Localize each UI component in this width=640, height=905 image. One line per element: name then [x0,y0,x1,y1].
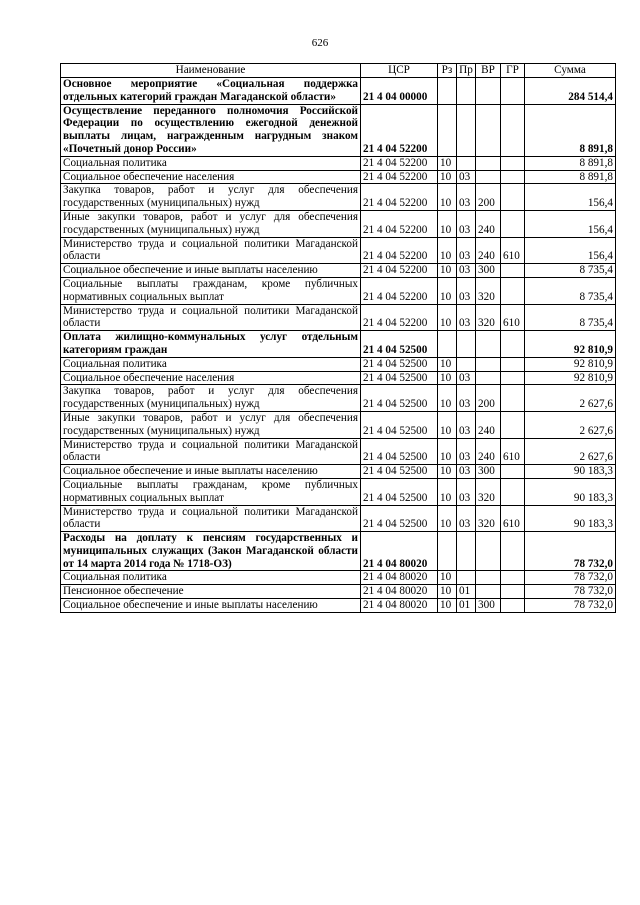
row-name: Министерство труда и социальной политики Магаданской области [61,505,361,532]
row-csr: 21 4 04 52200 [361,237,438,264]
row-csr: 21 4 04 52200 [361,184,438,211]
table-row [61,385,616,412]
row-csr: 21 4 04 52200 [361,210,438,237]
row-gr [501,599,525,613]
table-body [61,78,616,613]
header-row [61,64,616,78]
row-rz: 10 [438,438,457,465]
row-vr: 240 [476,237,501,264]
row-gr [501,170,525,184]
row-sum: 8 735,4 [525,304,616,331]
row-rz [438,331,457,358]
row-gr [501,478,525,505]
row-rz: 10 [438,210,457,237]
row-sum: 156,4 [525,237,616,264]
row-sum: 2 627,6 [525,438,616,465]
row-vr [476,170,501,184]
row-pr [457,532,476,571]
row-rz: 10 [438,571,457,585]
row-sum: 8 891,8 [525,170,616,184]
row-pr: 03 [457,237,476,264]
row-pr: 03 [457,304,476,331]
row-rz: 10 [438,237,457,264]
row-csr: 21 4 04 80020 [361,599,438,613]
row-sum: 92 810,9 [525,357,616,371]
row-rz: 10 [438,478,457,505]
row-sum: 92 810,9 [525,331,616,358]
row-gr [501,184,525,211]
row-pr [457,357,476,371]
row-gr [501,532,525,571]
table-row [61,505,616,532]
row-csr: 21 4 04 52500 [361,438,438,465]
row-rz: 10 [438,184,457,211]
table-row [61,304,616,331]
row-sum: 284 514,4 [525,78,616,105]
row-rz: 10 [438,411,457,438]
row-gr [501,465,525,479]
row-gr: 610 [501,438,525,465]
row-rz: 10 [438,465,457,479]
row-vr [476,357,501,371]
row-csr: 21 4 04 52500 [361,357,438,371]
row-csr: 21 4 04 52500 [361,465,438,479]
row-gr [501,385,525,412]
table-row [61,599,616,613]
row-rz: 10 [438,156,457,170]
row-csr: 21 4 04 52500 [361,505,438,532]
header-vr: ВР [476,64,501,78]
row-vr: 240 [476,411,501,438]
row-vr: 300 [476,264,501,278]
row-rz: 10 [438,170,457,184]
row-rz [438,532,457,571]
row-sum: 92 810,9 [525,371,616,385]
header-csr: ЦСР [361,64,438,78]
row-vr: 240 [476,210,501,237]
row-name: Социальное обеспечение и иные выплаты населению [61,599,361,613]
table-row [61,104,616,156]
row-gr [501,411,525,438]
row-name: Социальная политика [61,357,361,371]
row-sum: 8 891,8 [525,104,616,156]
header-name: Наименование [61,64,361,78]
row-name: Социальная политика [61,571,361,585]
table-row [61,371,616,385]
row-name: Оплата жилищно-коммунальных услуг отдельным категориям граждан [61,331,361,358]
row-name: Основное мероприятие «Социальная поддержка отдельных категорий граждан Магаданской области» [61,78,361,105]
row-rz: 10 [438,277,457,304]
row-rz: 10 [438,385,457,412]
row-pr [457,571,476,585]
row-vr: 200 [476,385,501,412]
row-csr: 21 4 04 52200 [361,104,438,156]
row-pr [457,331,476,358]
row-csr: 21 4 04 52500 [361,411,438,438]
row-csr: 21 4 04 52200 [361,170,438,184]
row-gr [501,156,525,170]
row-pr: 03 [457,505,476,532]
row-pr [457,104,476,156]
row-sum: 78 732,0 [525,599,616,613]
page-number: 626 [311,37,329,49]
row-name: Пенсионное обеспечение [61,585,361,599]
row-csr: 21 4 04 52500 [361,478,438,505]
row-vr [476,331,501,358]
row-vr: 200 [476,184,501,211]
row-vr [476,585,501,599]
table-row [61,264,616,278]
row-name: Социальное обеспечение и иные выплаты населению [61,264,361,278]
row-name: Социальные выплаты гражданам, кроме публичных нормативных социальных выплат [61,277,361,304]
row-name: Закупка товаров, работ и услуг для обеспечения государственных (муниципальных) нужд [61,184,361,211]
row-gr [501,331,525,358]
row-name: Министерство труда и социальной политики Магаданской области [61,237,361,264]
row-sum: 90 183,3 [525,478,616,505]
row-pr: 03 [457,438,476,465]
table-row [61,170,616,184]
table-row [61,478,616,505]
row-vr: 320 [476,478,501,505]
row-vr: 300 [476,599,501,613]
row-name: Иные закупки товаров, работ и услуг для обеспечения государственных (муниципальных) нужд [61,411,361,438]
row-gr: 610 [501,505,525,532]
row-name: Социальное обеспечение и иные выплаты населению [61,465,361,479]
row-csr: 21 4 04 00000 [361,78,438,105]
row-rz: 10 [438,371,457,385]
row-pr: 03 [457,184,476,211]
row-name: Осуществление переданного полномочия Российской Федерации по осуществлению ежегодной денежной выплаты лицам, награжденным нагрудным знаком «Почетный донор России» [61,104,361,156]
row-pr: 03 [457,478,476,505]
row-name: Социальное обеспечение населения [61,170,361,184]
row-name: Министерство труда и социальной политики Магаданской области [61,304,361,331]
row-vr: 300 [476,465,501,479]
row-vr [476,104,501,156]
row-gr: 610 [501,304,525,331]
row-vr [476,532,501,571]
header-pr: Пр [457,64,476,78]
row-vr [476,571,501,585]
row-vr [476,371,501,385]
row-name: Закупка товаров, работ и услуг для обеспечения государственных (муниципальных) нужд [61,385,361,412]
row-pr: 03 [457,465,476,479]
row-sum: 8 891,8 [525,156,616,170]
table-row [61,331,616,358]
table-row [61,357,616,371]
row-vr: 320 [476,304,501,331]
row-gr [501,585,525,599]
row-name: Министерство труда и социальной политики Магаданской области [61,438,361,465]
row-csr: 21 4 04 80020 [361,532,438,571]
row-csr: 21 4 04 52500 [361,385,438,412]
row-pr: 03 [457,277,476,304]
header-rz: Рз [438,64,457,78]
row-pr: 03 [457,371,476,385]
row-name: Социальная политика [61,156,361,170]
row-sum: 2 627,6 [525,411,616,438]
row-gr [501,104,525,156]
header-sum: Сумма [525,64,616,78]
row-pr [457,156,476,170]
row-gr [501,264,525,278]
row-sum: 78 732,0 [525,585,616,599]
row-vr: 240 [476,438,501,465]
row-pr: 03 [457,210,476,237]
table-row [61,277,616,304]
row-rz: 10 [438,505,457,532]
table-row [61,237,616,264]
row-csr: 21 4 04 52200 [361,277,438,304]
row-name: Социальное обеспечение населения [61,371,361,385]
row-pr: 03 [457,170,476,184]
row-rz [438,78,457,105]
row-vr: 320 [476,505,501,532]
row-sum: 156,4 [525,184,616,211]
table-row [61,532,616,571]
row-pr: 03 [457,411,476,438]
header-gr: ГР [501,64,525,78]
row-sum: 90 183,3 [525,505,616,532]
row-pr [457,78,476,105]
row-name: Социальные выплаты гражданам, кроме публичных нормативных социальных выплат [61,478,361,505]
row-sum: 90 183,3 [525,465,616,479]
row-pr: 03 [457,385,476,412]
row-rz: 10 [438,599,457,613]
row-sum: 78 732,0 [525,571,616,585]
row-pr: 01 [457,599,476,613]
row-sum: 2 627,6 [525,385,616,412]
row-rz: 10 [438,264,457,278]
table-row [61,438,616,465]
row-sum: 156,4 [525,210,616,237]
row-gr [501,371,525,385]
row-rz: 10 [438,304,457,331]
row-gr [501,357,525,371]
table-row [61,184,616,211]
table-row [61,78,616,105]
row-gr [501,277,525,304]
row-vr [476,156,501,170]
table-row [61,210,616,237]
row-name: Расходы на доплату к пенсиям государственных и муниципальных служащих (Закон Магаданской области от 14 марта 2014 года № 1718-ОЗ) [61,532,361,571]
row-vr: 320 [476,277,501,304]
row-csr: 21 4 04 80020 [361,571,438,585]
row-name: Иные закупки товаров, работ и услуг для обеспечения государственных (муниципальных) нужд [61,210,361,237]
table-row [61,585,616,599]
row-gr [501,78,525,105]
row-csr: 21 4 04 52200 [361,156,438,170]
row-sum: 8 735,4 [525,264,616,278]
row-csr: 21 4 04 52500 [361,371,438,385]
table-row [61,411,616,438]
row-rz [438,104,457,156]
row-sum: 8 735,4 [525,277,616,304]
row-csr: 21 4 04 52200 [361,264,438,278]
row-gr [501,571,525,585]
row-rz: 10 [438,585,457,599]
row-gr [501,210,525,237]
budget-table [60,63,616,613]
table-row [61,465,616,479]
row-rz: 10 [438,357,457,371]
row-sum: 78 732,0 [525,532,616,571]
row-csr: 21 4 04 52500 [361,331,438,358]
row-vr [476,78,501,105]
table-row [61,571,616,585]
row-csr: 21 4 04 52200 [361,304,438,331]
row-pr: 03 [457,264,476,278]
row-csr: 21 4 04 80020 [361,585,438,599]
row-gr: 610 [501,237,525,264]
row-pr: 01 [457,585,476,599]
table-row [61,156,616,170]
